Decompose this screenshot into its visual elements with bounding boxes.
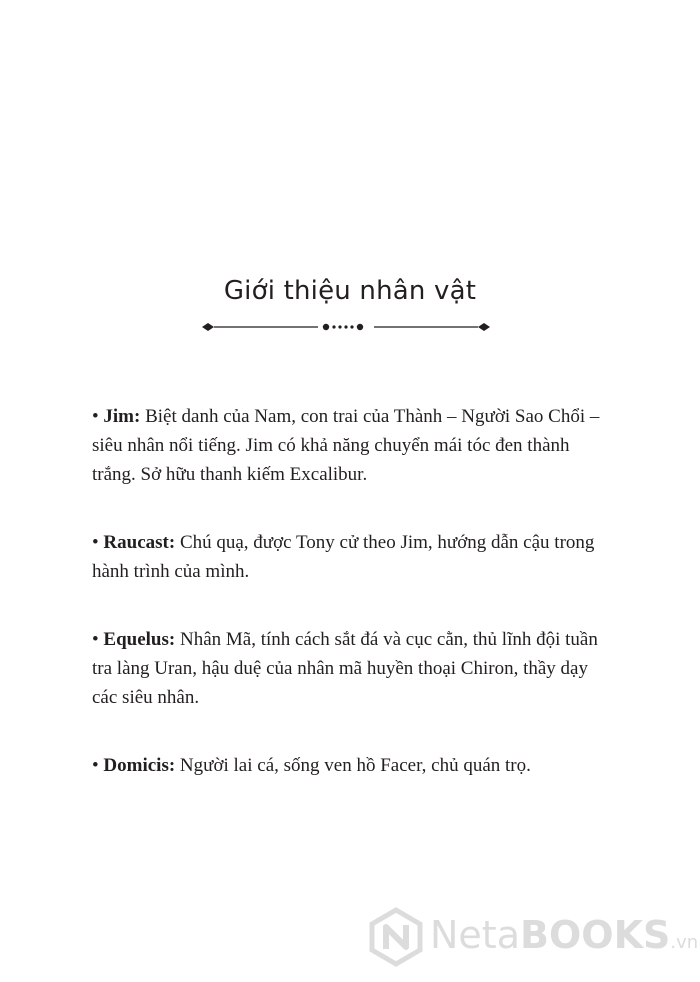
- watermark-part3: .vn: [670, 932, 699, 953]
- bullet: •: [92, 532, 104, 553]
- character-name: Domicis:: [103, 755, 176, 776]
- character-entry-raucast: [92, 528, 612, 586]
- character-entry-jim: [92, 402, 612, 489]
- character-description: Biệt danh của Nam, con trai của Thành – Người Sao Chổi – siêu nhân nổi tiếng. Jim có khả năng chuyển mái tóc đen thành trắng. Sở hữu thanh kiếm Excalibur.: [92, 406, 600, 485]
- watermark-part1: Neta: [430, 913, 520, 957]
- bullet: •: [92, 406, 104, 427]
- bullet: •: [92, 629, 104, 650]
- character-name: Equelus:: [103, 629, 176, 650]
- title-ornament: [200, 318, 492, 336]
- character-entry-domicis: [92, 751, 612, 780]
- character-description: Chú quạ, được Tony cử theo Jim, hướng dẫn cậu trong hành trình của mình.: [92, 532, 595, 582]
- character-description: Nhân Mã, tính cách sắt đá và cục cằn, thủ lĩnh đội tuần tra làng Uran, hậu duệ của nhân mã huyền thoại Chiron, thầy dạy các siêu nhân.: [92, 629, 598, 708]
- bullet: •: [92, 755, 104, 776]
- character-name: Jim:: [103, 406, 141, 427]
- character-list: [92, 402, 612, 819]
- watermark-text: [430, 913, 698, 957]
- character-description: Người lai cá, sống ven hồ Facer, chủ quán trọ.: [175, 755, 531, 776]
- netabooks-watermark: [366, 907, 699, 967]
- character-entry-equelus: [92, 625, 612, 712]
- character-name: Raucast:: [103, 532, 176, 553]
- page-title: Giới thiệu nhân vật: [223, 276, 477, 306]
- netabooks-logo-icon: [366, 907, 426, 967]
- watermark-part2: BOOKS: [520, 913, 671, 957]
